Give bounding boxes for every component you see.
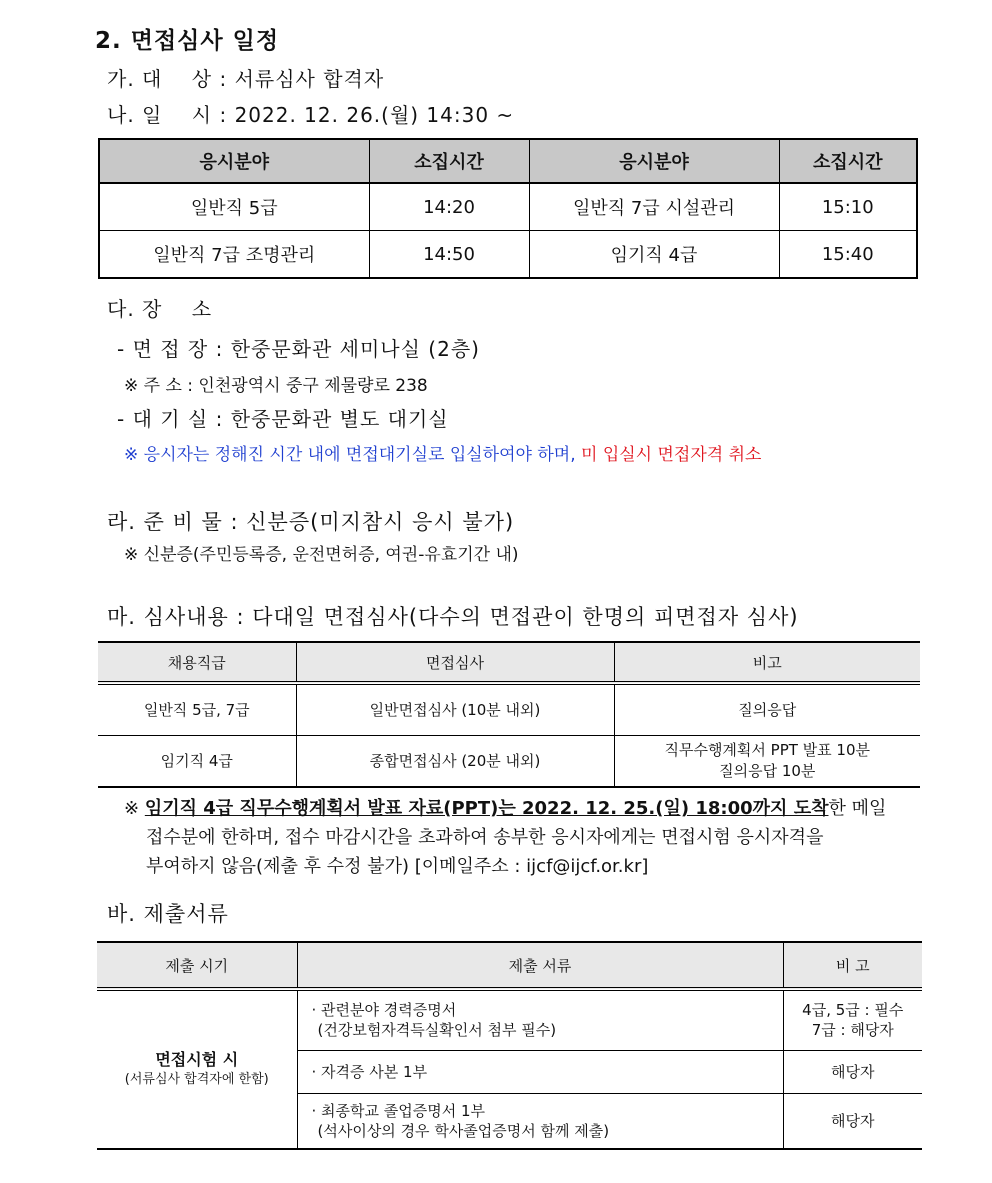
cell-line: · 관련분야 경력증명서 xyxy=(311,1001,457,1020)
location-label: 다. 장 소 xyxy=(107,297,213,321)
target-value: 서류심사 합격자 xyxy=(234,67,385,91)
interview-type-table xyxy=(98,641,920,788)
datetime-label: 나. 일 시 : xyxy=(107,103,228,127)
header-cell: 채용직급 xyxy=(98,642,296,683)
ppt-notice-line2: 접수분에 한하며, 접수 마감시간을 초과하여 송부한 응시자에게는 면접시험 응시자격을 xyxy=(146,827,824,848)
table-cell xyxy=(297,989,783,1050)
cell-line: (석사이상의 경우 학사졸업증명서 함께 제출) xyxy=(317,1121,610,1140)
waiting-room-line: - 대 기 실 : 한중문화관 별도 대기실 xyxy=(117,407,449,431)
table-row xyxy=(98,683,920,736)
table-cell xyxy=(297,1093,783,1149)
table-cell: 해당자 xyxy=(783,1093,922,1149)
table-cell: 15:10 xyxy=(779,183,917,231)
datetime-value: 2022. 12. 26.(월) 14:30 ~ xyxy=(234,103,515,127)
table-row xyxy=(97,989,922,1050)
header-cell: 비고 xyxy=(614,642,920,683)
ppt-deadline: 임기직 4급 직무수행계획서 발표 자료(PPT)는 2022. 12. 25.(일) 18:00까지 도착 xyxy=(144,798,829,819)
table-cell: 임기직 4급 xyxy=(529,231,779,279)
entry-notice-red: 미 입실시 면접자격 취소 xyxy=(581,445,762,465)
cell-line: 직무수행계획서 PPT 발표 10분 xyxy=(664,741,871,759)
table-header-row xyxy=(99,139,917,183)
table-cell: 종합면접심사 (20분 내외) xyxy=(296,736,614,788)
cell-line: · 최종학교 졸업증명서 1부 xyxy=(311,1101,486,1120)
table-cell: 일반직 5급, 7급 xyxy=(98,683,296,736)
cell-line: 7급 : 해당자 xyxy=(811,1021,894,1040)
cell-line: 4급, 5급 : 필수 xyxy=(802,1001,904,1020)
entry-notice-blue: ※ 응시자는 정해진 시간 내에 면접대기실로 입실하여야 하며, xyxy=(124,445,576,465)
table-cell xyxy=(614,683,920,736)
ppt-notice-line3: 부여하지 않음(제출 후 수정 불가) [이메일주소 : ijcf@ijcf.or.kr] xyxy=(146,856,649,877)
table-cell: · 자격증 사본 1부 xyxy=(297,1050,783,1093)
datetime-line xyxy=(107,99,514,128)
header-cell: 제출 서류 xyxy=(297,942,783,989)
table-cell: 15:40 xyxy=(779,231,917,279)
target-line xyxy=(107,63,384,92)
table-cell xyxy=(783,989,922,1050)
table-cell: 일반직 7급 시설관리 xyxy=(529,183,779,231)
header-cell: 제출 시기 xyxy=(97,942,297,989)
ppt-notice-line1 xyxy=(124,794,886,823)
entry-notice xyxy=(124,440,761,465)
documents-line: 바. 제출서류 xyxy=(107,902,229,926)
ppt-notice-rest: 한 메일 xyxy=(828,798,887,819)
header-cell: 비 고 xyxy=(783,942,922,989)
header-cell: 면접심사 xyxy=(296,642,614,683)
header-cell: 응시분야 xyxy=(529,139,779,183)
header-cell: 응시분야 xyxy=(99,139,369,183)
table-row xyxy=(99,231,917,279)
venue-line: - 면 접 장 : 한중문화관 세미나실 (2층) xyxy=(117,337,480,361)
table-cell: 14:50 xyxy=(369,231,529,279)
table-cell: 해당자 xyxy=(783,1050,922,1093)
id-examples: ※ 신분증(주민등록증, 운전면허증, 여권-유효기간 내) xyxy=(124,545,519,565)
section-title: 2. 면접심사 일정 xyxy=(95,28,280,54)
table-cell xyxy=(614,736,920,788)
table-cell: 14:20 xyxy=(369,183,529,231)
timing-main: 면접시험 시 xyxy=(155,1049,239,1069)
table-cell: 일반면접심사 (10분 내외) xyxy=(296,683,614,736)
table-row xyxy=(98,736,920,788)
schedule-table xyxy=(98,138,918,279)
ppt-notice xyxy=(124,794,886,881)
table-header-row xyxy=(97,942,922,989)
table-row xyxy=(99,183,917,231)
address-line: ※ 주 소 : 인천광역시 중구 제물량로 238 xyxy=(124,376,428,396)
documents-table xyxy=(97,941,922,1150)
cell-line: 질의응답 10분 xyxy=(719,762,816,780)
cell-line: 질의응답 xyxy=(738,700,797,719)
target-label: 가. 대 상 : xyxy=(107,67,228,91)
timing-sub: (서류심사 합격자에 한함) xyxy=(124,1071,269,1087)
table-cell: 일반직 5급 xyxy=(99,183,369,231)
id-requirement-line: 라. 준 비 물 : 신분증(미지참시 응시 불가) xyxy=(107,510,515,534)
table-cell: 일반직 7급 조명관리 xyxy=(99,231,369,279)
review-content-line: 마. 심사내용 : 다대일 면접심사(다수의 면접관이 한명의 피면접자 심사) xyxy=(107,605,799,629)
table-header-row xyxy=(98,642,920,683)
notice-mark: ※ xyxy=(124,798,140,819)
header-cell: 소집시간 xyxy=(369,139,529,183)
timing-cell xyxy=(97,989,297,1149)
header-cell: 소집시간 xyxy=(779,139,917,183)
table-cell: 임기직 4급 xyxy=(98,736,296,788)
cell-line: (건강보험자격득실확인서 첨부 필수) xyxy=(317,1021,557,1040)
